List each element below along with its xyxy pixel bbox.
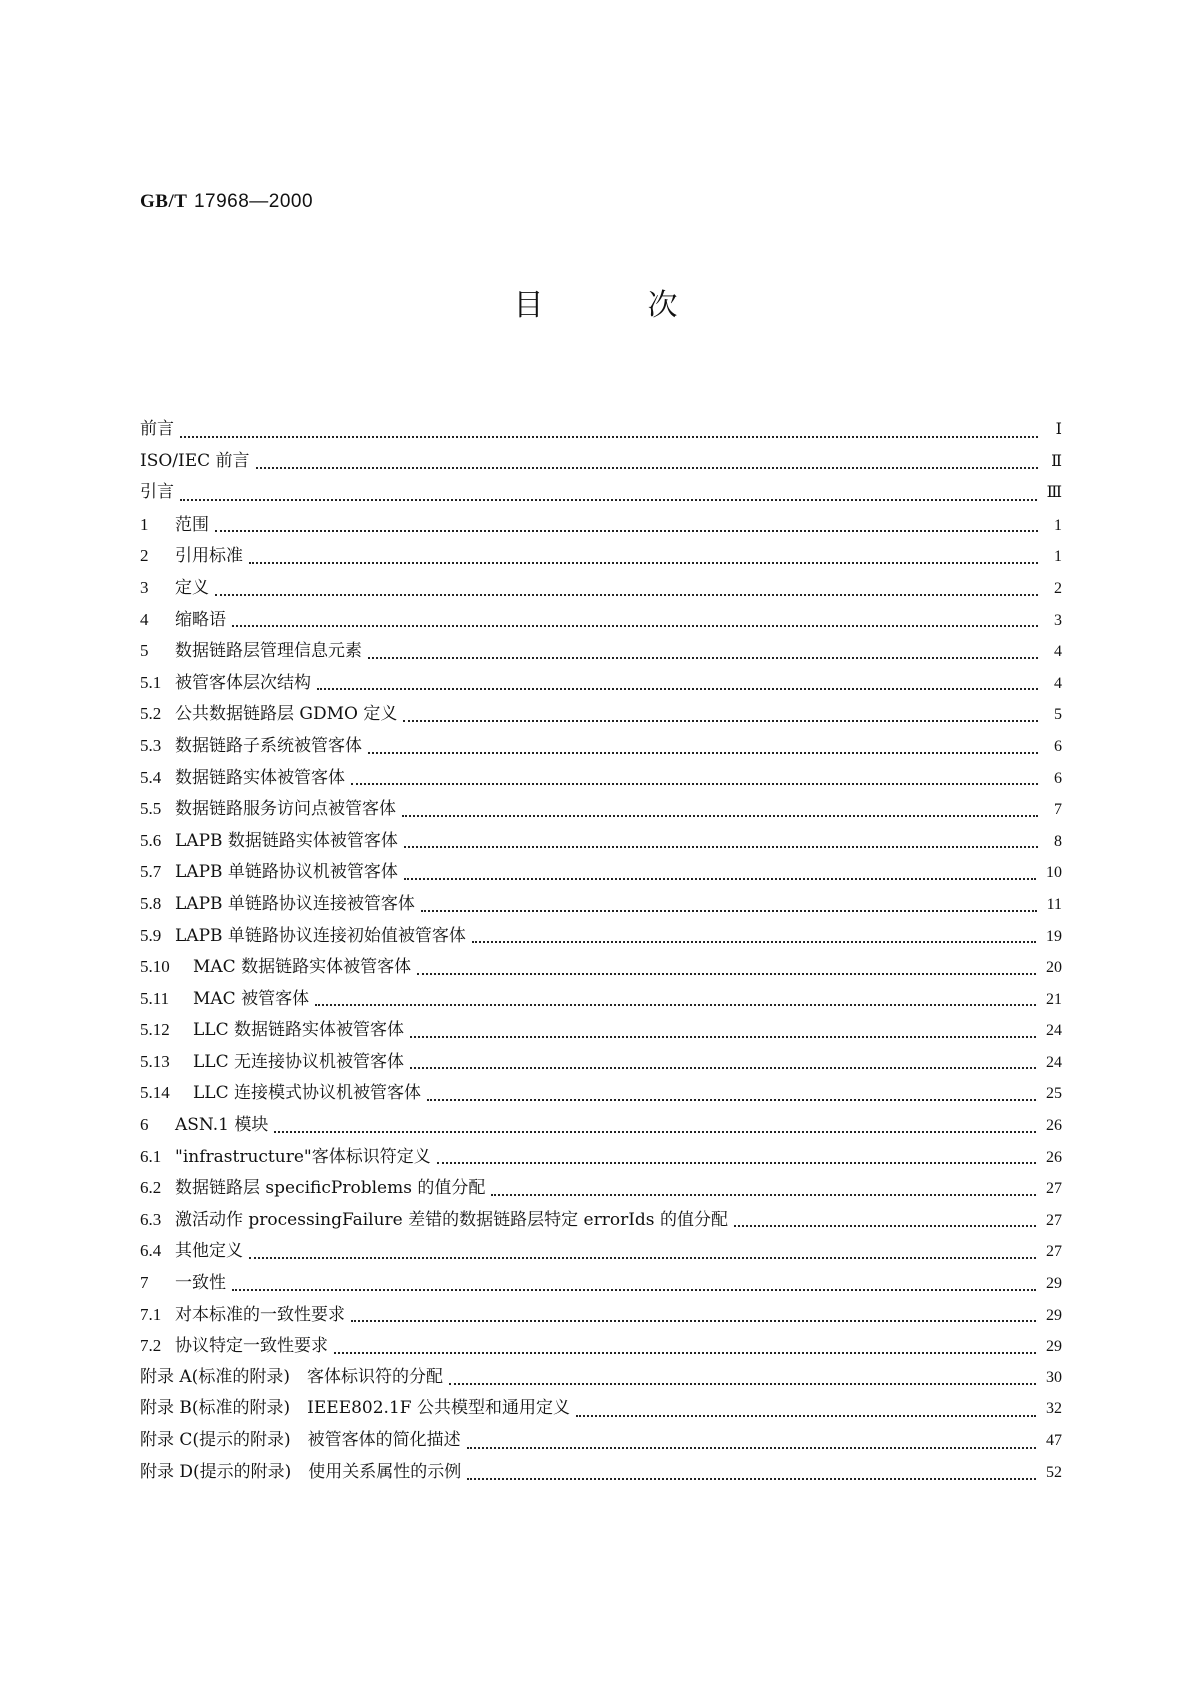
standard-number [140,190,313,213]
toc-entry[interactable] [140,477,1062,509]
table-of-contents [140,414,1062,1488]
toc-entry-number: 7.1 [140,1304,162,1324]
toc-entry-title: LLC 连接模式协议机被管客体 [193,1083,421,1104]
toc-entry[interactable] [140,1267,1062,1299]
toc-entry[interactable] [140,1362,1062,1394]
toc-entry-page: 4 [1054,643,1062,661]
toc-entry-title: "infrastructure"客体标识符定义 [175,1146,431,1167]
toc-entry-page: Ⅲ [1046,484,1062,502]
toc-entry-number: 5.11 [140,988,170,1008]
toc-entry-number: 4 [140,609,149,629]
toc-entry-title: 数据链路层管理信息元素 [175,641,362,662]
toc-dot-leader [351,782,1038,785]
toc-entry-number: 5 [140,641,149,661]
toc-dot-leader [232,624,1038,627]
toc-dot-leader [449,1382,1036,1385]
toc-entry-number: 5.8 [140,893,162,913]
toc-entry-title: MAC 被管客体 [193,988,310,1009]
toc-entry-page: 24 [1046,1022,1062,1040]
toc-dot-leader [232,1288,1036,1291]
toc-entry-number: 5.10 [140,957,170,977]
toc-entry-page: 21 [1046,990,1062,1008]
toc-dot-leader [274,1130,1036,1133]
toc-entry-title: 附录 B(标准的附录) IEEE802.1F 公共模型和通用定义 [140,1398,570,1419]
toc-entry-page: 11 [1046,895,1062,913]
toc-entry-number: 7 [140,1273,149,1293]
toc-dot-leader [215,593,1038,596]
toc-entry-number: 5.14 [140,1083,170,1103]
toc-entry-page: 7 [1054,801,1062,819]
toc-entry-title: 公共数据链路层 GDMO 定义 [175,704,398,725]
toc-entry[interactable] [140,635,1062,667]
toc-entry-title: ISO/IEC 前言 [140,450,250,471]
toc-dot-leader [437,1161,1036,1164]
toc-entry[interactable] [140,1425,1062,1457]
toc-entry[interactable] [140,856,1062,888]
toc-entry-title: 定义 [175,577,209,598]
toc-entry-title: 引用标准 [175,546,243,567]
toc-entry[interactable] [140,983,1062,1015]
toc-entry-number: 6 [140,1115,149,1135]
toc-dot-leader [315,1003,1036,1006]
toc-dot-leader [249,561,1038,564]
toc-entry-page: 8 [1054,832,1062,850]
toc-entry-page: 25 [1046,1085,1062,1103]
toc-entry[interactable] [140,540,1062,572]
toc-dot-leader [403,719,1038,722]
toc-entry-page: 26 [1046,1148,1062,1166]
toc-entry[interactable] [140,446,1062,478]
toc-entry[interactable] [140,698,1062,730]
toc-entry-page: 5 [1054,706,1062,724]
toc-entry[interactable] [140,888,1062,920]
toc-dot-leader [351,1319,1036,1322]
toc-entry-page: 6 [1054,737,1062,755]
toc-entry-number: 6.2 [140,1178,162,1198]
toc-entry-title: 附录 A(标准的附录) 客体标识符的分配 [140,1366,443,1387]
toc-entry[interactable] [140,667,1062,699]
toc-entry-number: 7.2 [140,1336,162,1356]
toc-entry-title: LLC 数据链路实体被管客体 [193,1020,404,1041]
toc-entry[interactable] [140,1141,1062,1173]
toc-entry[interactable] [140,1077,1062,1109]
toc-entry-page: 30 [1046,1368,1062,1386]
toc-entry-page: 20 [1046,959,1062,977]
toc-entry-page: 10 [1046,864,1062,882]
toc-entry[interactable] [140,1330,1062,1362]
toc-entry-title: 前言 [140,419,174,439]
toc-dot-leader [368,656,1038,659]
toc-entry-title: LAPB 单链路协议连接被管客体 [175,893,415,914]
toc-entry[interactable] [140,920,1062,952]
standard-prefix: GB/T [140,191,188,212]
toc-dot-leader [491,1193,1036,1196]
toc-entry-number: 5.7 [140,862,162,882]
toc-entry[interactable] [140,604,1062,636]
toc-entry-page: 52 [1046,1463,1062,1481]
toc-entry[interactable] [140,1014,1062,1046]
toc-entry-number: 5.2 [140,704,162,724]
toc-entry-title: 数据链路子系统被管客体 [175,735,362,756]
toc-entry-number: 5.12 [140,1020,170,1040]
toc-entry-page: 26 [1046,1117,1062,1135]
toc-entry-title: 对本标准的一致性要求 [175,1304,345,1325]
toc-entry-number: 3 [140,577,149,597]
toc-entry-page: 27 [1046,1243,1062,1261]
toc-entry-title: 被管客体层次结构 [175,672,311,693]
toc-entry[interactable] [140,509,1062,541]
toc-entry[interactable] [140,1046,1062,1078]
toc-entry-page: 6 [1054,769,1062,787]
toc-dot-leader [472,940,1036,943]
toc-entry-title: 一致性 [175,1273,226,1294]
toc-entry-number: 6.1 [140,1146,162,1166]
toc-dot-leader [404,877,1036,880]
toc-entry[interactable] [140,762,1062,794]
toc-entry-page: 19 [1046,927,1062,945]
toc-dot-leader [576,1414,1036,1417]
toc-entry-number: 5.5 [140,799,162,819]
toc-entry-page: 1 [1054,548,1062,566]
toc-entry-number: 5.9 [140,925,162,945]
toc-entry-title: 其他定义 [175,1241,243,1262]
toc-entry[interactable] [140,414,1062,446]
toc-dot-leader [215,529,1038,532]
toc-entry-page: 29 [1046,1275,1062,1293]
toc-entry[interactable] [140,1457,1062,1489]
toc-entry-page: 29 [1046,1306,1062,1324]
toc-entry-page: 24 [1046,1053,1062,1071]
standard-code: 17968—2000 [193,191,314,212]
toc-dot-leader [334,1351,1036,1354]
toc-entry-page: 4 [1054,674,1062,692]
toc-entry-title: 激活动作 processingFailure 差错的数据链路层特定 errorIds 的值分配 [175,1209,728,1230]
toc-dot-leader [404,845,1038,848]
toc-dot-leader [249,1256,1036,1259]
toc-entry-title: 数据链路服务访问点被管客体 [175,799,396,820]
toc-entry-page: 47 [1046,1432,1062,1449]
toc-entry-page: 32 [1046,1400,1062,1418]
toc-dot-leader [256,466,1038,469]
toc-entry-page: 27 [1046,1211,1062,1229]
toc-entry-page: 3 [1054,611,1062,629]
toc-dot-leader [402,814,1038,817]
toc-entry-page: Ⅰ [1055,421,1062,438]
toc-entry-page: Ⅱ [1051,452,1062,470]
toc-entry-number: 5.6 [140,830,162,850]
page-title: 目次 [513,288,782,323]
toc-dot-leader [317,687,1038,690]
toc-dot-leader [427,1098,1036,1101]
toc-dot-leader [421,909,1037,912]
toc-entry[interactable] [140,730,1062,762]
toc-dot-leader [180,498,1037,501]
toc-entry-title: 协议特定一致性要求 [175,1336,328,1357]
toc-entry-title: 附录 C(提示的附录) 被管客体的简化描述 [140,1430,461,1450]
toc-dot-leader [180,435,1038,438]
toc-dot-leader [410,1035,1036,1038]
toc-dot-leader [734,1224,1036,1227]
toc-entry-title: LAPB 数据链路实体被管客体 [175,830,398,851]
toc-dot-leader [368,751,1038,754]
toc-entry-title: LLC 无连接协议机被管客体 [193,1051,404,1072]
toc-entry-page: 2 [1054,579,1062,597]
toc-dot-leader [417,972,1036,975]
toc-entry-page: 27 [1046,1180,1062,1198]
toc-entry[interactable] [140,825,1062,857]
toc-entry[interactable] [140,1204,1062,1236]
toc-entry-title: LAPB 单链路协议连接初始值被管客体 [175,925,466,946]
toc-entry[interactable] [140,1393,1062,1425]
toc-entry-title: 缩略语 [175,609,226,630]
toc-entry-page: 1 [1054,516,1062,534]
toc-entry-title: LAPB 单链路协议机被管客体 [175,862,398,883]
toc-entry-number: 2 [140,546,149,566]
toc-entry[interactable] [140,572,1062,604]
toc-entry-number: 5.3 [140,735,162,755]
toc-dot-leader [410,1066,1036,1069]
toc-entry-title: 数据链路层 specificProblems 的值分配 [175,1178,486,1199]
toc-entry[interactable] [140,1109,1062,1141]
toc-dot-leader [467,1446,1036,1449]
toc-entry-title: 附录 D(提示的附录) 使用关系属性的示例 [140,1461,462,1482]
toc-entry-title: 数据链路实体被管客体 [175,767,345,788]
toc-entry-number: 6.4 [140,1241,162,1261]
toc-entry-page: 29 [1046,1338,1062,1356]
toc-entry[interactable] [140,1299,1062,1331]
toc-entry-number: 5.4 [140,767,162,787]
toc-entry[interactable] [140,1235,1062,1267]
toc-entry-title: 范围 [175,514,209,535]
toc-entry-title: MAC 数据链路实体被管客体 [193,957,412,978]
toc-dot-leader [467,1477,1036,1480]
toc-entry[interactable] [140,1172,1062,1204]
toc-entry-number: 5.13 [140,1051,170,1071]
toc-entry[interactable] [140,951,1062,983]
toc-entry-number: 6.3 [140,1209,162,1229]
toc-entry-title: ASN.1 模块 [175,1115,269,1136]
toc-entry-title: 引言 [140,482,174,503]
toc-entry-number: 1 [140,514,149,534]
toc-entry-number: 5.1 [140,672,162,692]
toc-entry[interactable] [140,793,1062,825]
